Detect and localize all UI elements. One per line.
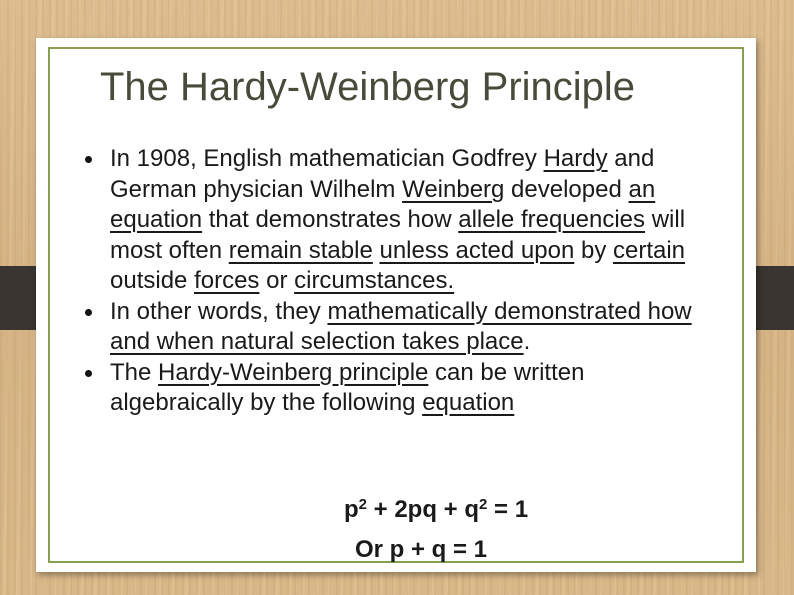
text-segment: developed [504,175,629,203]
bullet-item-3 [68,358,698,419]
underlined-segment: an equation [110,175,656,233]
text-segment: In other words, they [110,297,328,325]
text-segment: The [110,358,159,386]
bullet-text [110,145,685,294]
eq-exponent: 2 [479,495,488,513]
bullet-dot-icon [85,156,92,163]
text-segment: that demonstrates how [202,206,459,233]
text-segment: by [574,236,613,264]
eq-term: = 1 [487,496,529,523]
text-segment: or [259,267,295,294]
text-segment: outside [110,267,195,294]
bullet-list [68,144,698,419]
underlined-segment: equation [422,389,515,416]
bullet-item-1 [68,144,698,297]
underlined-segment: Weinberg [402,175,505,203]
underlined-segment: Hardy [543,145,608,172]
bullet-text [110,359,584,417]
underlined-segment: remain stable [228,236,373,264]
text-segment: In 1908, English mathematician Godfrey [110,145,544,172]
text-segment: . [523,328,531,355]
underlined-segment: Hardy-Weinberg principle [158,358,429,386]
bullet-item-2 [68,297,698,358]
equation-allele-sum: Or p + q = 1 [354,536,488,563]
underlined-segment: certain [612,236,686,264]
underlined-segment: forces [194,267,260,294]
underlined-segment: mathematically demonstrated how and when natural selection takes place [110,297,692,355]
text-segment: will most often [110,206,686,264]
underlined-segment: unless acted upon [379,236,575,264]
underlined-segment: allele frequencies [458,206,646,233]
eq-term: p [343,496,359,523]
text-segment: can be written algebraically by the following [110,358,585,416]
bullet-text [110,298,692,356]
underlined-segment: circumstances. [294,267,455,294]
equation-hardy-weinberg [76,496,794,524]
eq-term: + 2pq + q [366,496,479,523]
slide-title: The Hardy-Weinberg Principle [100,65,636,109]
text-segment: and German physician Wilhelm [110,145,655,203]
eq-exponent: 2 [358,495,367,513]
bullet-dot-icon [85,370,92,377]
bullet-dot-icon [85,309,92,316]
slide-card [36,38,756,572]
